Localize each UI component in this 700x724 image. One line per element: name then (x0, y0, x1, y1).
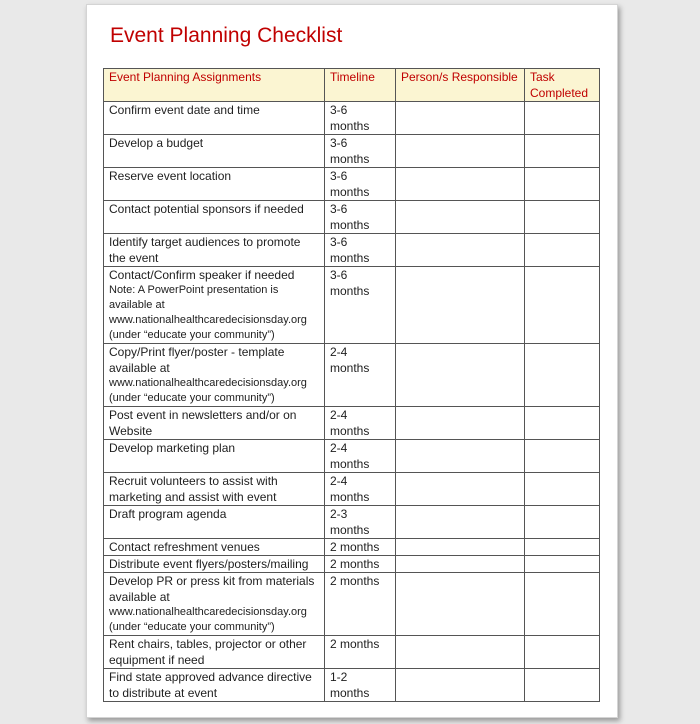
responsible-cell[interactable] (396, 135, 525, 168)
table-row (104, 556, 600, 573)
table-row (104, 344, 600, 407)
task-text: Draft program agenda (109, 507, 227, 521)
assignment-cell (104, 556, 325, 573)
note-text: www.nationalhealthcaredecisionsday.org (109, 606, 307, 618)
responsible-cell[interactable] (396, 473, 525, 506)
timeline-cell: 2-4 months (325, 407, 396, 440)
responsible-cell[interactable] (396, 234, 525, 267)
task-text: Distribute event flyers/posters/mailing (109, 557, 309, 571)
assignment-cell (104, 473, 325, 506)
table-row (104, 135, 600, 168)
timeline-cell: 3-6 months (325, 135, 396, 168)
timeline-cell: 2 months (325, 539, 396, 556)
completed-cell[interactable] (525, 407, 600, 440)
responsible-cell[interactable] (396, 407, 525, 440)
header-completed: Task Completed (525, 69, 600, 102)
timeline-cell: 2-4 months (325, 440, 396, 473)
note-text: Note: A PowerPoint presentation is (109, 284, 279, 296)
timeline-cell: 3-6 months (325, 267, 396, 344)
table-row (104, 234, 600, 267)
table-row (104, 506, 600, 539)
table-row (104, 473, 600, 506)
responsible-cell[interactable] (396, 539, 525, 556)
task-text: Post event in newsletters and/or on Website (109, 408, 297, 438)
header-row (104, 69, 600, 102)
task-text: Find state approved advance directive to distribute at event (109, 670, 312, 700)
header-assignments: Event Planning Assignments (104, 69, 325, 102)
assignment-cell (104, 669, 325, 702)
timeline-cell: 1-2 months (325, 669, 396, 702)
completed-cell[interactable] (525, 102, 600, 135)
note-text: (under “educate your community”) (109, 392, 275, 404)
assignment-cell (104, 102, 325, 135)
task-text: Develop a budget (109, 136, 204, 150)
note-text: available at (109, 299, 165, 311)
completed-cell[interactable] (525, 636, 600, 669)
table-row (104, 407, 600, 440)
completed-cell[interactable] (525, 573, 600, 636)
table-row (104, 539, 600, 556)
timeline-cell: 2-4 months (325, 344, 396, 407)
timeline-cell: 2 months (325, 636, 396, 669)
task-text: Reserve event location (109, 169, 232, 183)
task-text: Contact/Confirm speaker if needed (109, 268, 295, 282)
task-text: Rent chairs, tables, projector or other equipment if need (109, 637, 307, 667)
assignment-cell (104, 539, 325, 556)
header-timeline: Timeline (325, 69, 396, 102)
responsible-cell[interactable] (396, 344, 525, 407)
completed-cell[interactable] (525, 234, 600, 267)
task-text: Recruit volunteers to assist with marketing and assist with event (109, 474, 278, 504)
table-row (104, 168, 600, 201)
completed-cell[interactable] (525, 556, 600, 573)
checklist-table (103, 68, 600, 702)
completed-cell[interactable] (525, 440, 600, 473)
completed-cell[interactable] (525, 201, 600, 234)
assignment-cell (104, 440, 325, 473)
assignment-cell (104, 407, 325, 440)
timeline-cell: 2-4 months (325, 473, 396, 506)
timeline-cell: 3-6 months (325, 201, 396, 234)
timeline-cell: 2 months (325, 573, 396, 636)
task-text: Confirm event date and time (109, 103, 260, 117)
table-row (104, 201, 600, 234)
timeline-cell: 3-6 months (325, 168, 396, 201)
page-title: Event Planning Checklist (110, 24, 343, 47)
completed-cell[interactable] (525, 344, 600, 407)
table-row (104, 267, 600, 344)
assignment-cell (104, 267, 325, 344)
assignment-cell (104, 344, 325, 407)
note-text: www.nationalhealthcaredecisionsday.org (109, 314, 307, 326)
task-text: Develop marketing plan (109, 441, 236, 455)
timeline-cell: 2 months (325, 556, 396, 573)
header-responsible: Person/s Responsible (396, 69, 525, 102)
timeline-cell: 2-3 months (325, 506, 396, 539)
responsible-cell[interactable] (396, 102, 525, 135)
responsible-cell[interactable] (396, 556, 525, 573)
timeline-cell: 3-6 months (325, 234, 396, 267)
completed-cell[interactable] (525, 267, 600, 344)
completed-cell[interactable] (525, 539, 600, 556)
task-text: Identify target audiences to promote the event (109, 235, 301, 265)
completed-cell[interactable] (525, 168, 600, 201)
note-text: (under “educate your community”) (109, 621, 275, 633)
timeline-cell: 3-6 months (325, 102, 396, 135)
task-text: Develop PR or press kit from materials available at (109, 574, 315, 604)
completed-cell[interactable] (525, 506, 600, 539)
responsible-cell[interactable] (396, 168, 525, 201)
table-row (104, 573, 600, 636)
assignment-cell (104, 201, 325, 234)
table-row (104, 102, 600, 135)
responsible-cell[interactable] (396, 573, 525, 636)
table-row (104, 440, 600, 473)
responsible-cell[interactable] (396, 267, 525, 344)
responsible-cell[interactable] (396, 669, 525, 702)
checklist-body (104, 102, 600, 702)
assignment-cell (104, 636, 325, 669)
assignment-cell (104, 234, 325, 267)
responsible-cell[interactable] (396, 440, 525, 473)
note-text: (under “educate your community”) (109, 329, 275, 341)
table-row (104, 636, 600, 669)
note-text: www.nationalhealthcaredecisionsday.org (109, 377, 307, 389)
assignment-cell (104, 135, 325, 168)
responsible-cell[interactable] (396, 201, 525, 234)
table-row (104, 669, 600, 702)
completed-cell[interactable] (525, 473, 600, 506)
task-text: Contact refreshment venues (109, 540, 260, 554)
assignment-cell (104, 573, 325, 636)
completed-cell[interactable] (525, 135, 600, 168)
task-text: Contact potential sponsors if needed (109, 202, 304, 216)
responsible-cell[interactable] (396, 506, 525, 539)
responsible-cell[interactable] (396, 636, 525, 669)
completed-cell[interactable] (525, 669, 600, 702)
assignment-cell (104, 168, 325, 201)
task-text: Copy/Print flyer/poster - template available at (109, 345, 285, 375)
assignment-cell (104, 506, 325, 539)
